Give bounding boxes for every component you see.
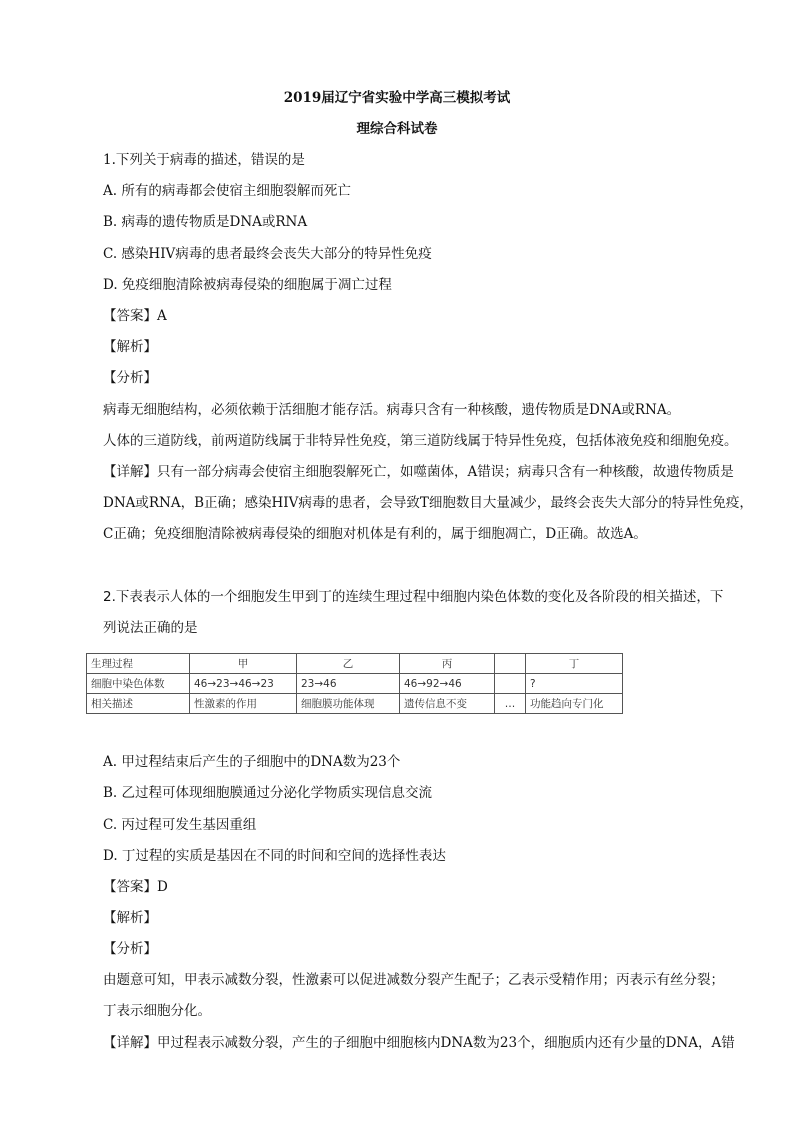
table-cell — [495, 654, 526, 674]
table-cell: 46→92→46 — [400, 674, 495, 694]
q1-answer: 【答案】A — [103, 308, 167, 324]
table-cell: 23→46 — [297, 674, 400, 694]
table-cell: 丙 — [400, 654, 495, 674]
q2-data-table — [86, 653, 623, 714]
q1-analysis-line-1: 病毒无细胞结构，必须依赖于活细胞才能存活。病毒只含有一种核酸，遗传物质是DNA或RNA。 — [103, 402, 681, 418]
exam-subtitle: 理综合科试卷 — [356, 121, 438, 137]
q2-option-d: D. 丁过程的实质是基因在不同的时间和空间的选择性表达 — [103, 848, 446, 864]
q2-answer: 【答案】D — [103, 879, 168, 895]
q2-stem-line-1: 2.下表表示人体的一个细胞发生甲到丁的连续生理过程中细胞内染色体数的变化及各阶段的相关描述，下 — [103, 589, 724, 605]
q2-analysis-line-2: 丁表示细胞分化。 — [103, 1003, 211, 1019]
table-cell: 相关描述 — [87, 694, 190, 714]
q2-stem-line-2: 列说法正确的是 — [103, 620, 198, 636]
q1-detail-line-2: DNA或RNA，B正确；感染HIV病毒的患者，会导致T细胞数目大量减少，最终会丧失大部分的特异性免疫， — [103, 495, 753, 511]
table-row — [87, 654, 623, 674]
table-cell: 遗传信息不变 — [400, 694, 495, 714]
q1-fenxi-label: 【分析】 — [103, 370, 157, 386]
table-cell: 乙 — [297, 654, 400, 674]
q1-option-d: D. 免疫细胞清除被病毒侵染的细胞属于凋亡过程 — [103, 277, 392, 293]
table-cell: 性激素的作用 — [190, 694, 297, 714]
q2-fenxi-label: 【分析】 — [103, 941, 157, 957]
q1-option-c: C. 感染HIV病毒的患者最终会丧失大部分的特异性免疫 — [103, 246, 432, 262]
q1-stem: 1.下列关于病毒的描述，错误的是 — [103, 152, 305, 168]
q2-option-b: B. 乙过程可体现细胞膜通过分泌化学物质实现信息交流 — [103, 785, 433, 801]
exam-title: 2019届辽宁省实验中学高三模拟考试 — [283, 90, 511, 106]
q1-detail-line-3: C正确；免疫细胞清除被病毒侵染的细胞对机体是有利的，属于细胞凋亡，D正确。故选A。 — [103, 526, 647, 542]
q1-analysis-line-2: 人体的三道防线，前两道防线属于非特异性免疫，第三道防线属于特异性免疫，包括体液免疫和细胞免疫。 — [103, 433, 738, 449]
table-cell: 功能趋向专门化 — [526, 694, 623, 714]
table-cell: ? — [526, 674, 623, 694]
table-cell: 46→23→46→23 — [190, 674, 297, 694]
table-cell: 生理过程 — [87, 654, 190, 674]
q1-option-b: B. 病毒的遗传物质是DNA或RNA — [103, 214, 308, 230]
q2-option-c: C. 丙过程可发生基因重组 — [103, 817, 257, 833]
q1-jiexi-label: 【解析】 — [103, 339, 157, 355]
q2-analysis-line-1: 由题意可知，甲表示减数分裂，性激素可以促进减数分裂产生配子；乙表示受精作用；丙表示有丝分裂； — [103, 972, 724, 988]
q1-option-a: A. 所有的病毒都会使宿主细胞裂解而死亡 — [103, 183, 351, 199]
table-cell: 细胞膜功能体现 — [297, 694, 400, 714]
q2-jiexi-label: 【解析】 — [103, 910, 157, 926]
table-row — [87, 694, 623, 714]
q2-option-a: A. 甲过程结束后产生的子细胞中的DNA数为23个 — [103, 754, 401, 770]
q2-detail-line-1: 【详解】甲过程表示减数分裂，产生的子细胞中细胞核内DNA数为23个，细胞质内还有少量的DNA，A错 — [103, 1035, 735, 1051]
table-row — [87, 674, 623, 694]
q1-detail-line-1: 【详解】只有一部分病毒会使宿主细胞裂解死亡，如噬菌体，A错误；病毒只含有一种核酸，故遗传物质是 — [103, 464, 734, 480]
table-cell: 细胞中染色体数 — [87, 674, 190, 694]
table-cell: 甲 — [190, 654, 297, 674]
table-cell: 丁 — [526, 654, 623, 674]
table-cell — [495, 674, 526, 694]
table-cell: … — [495, 694, 526, 714]
